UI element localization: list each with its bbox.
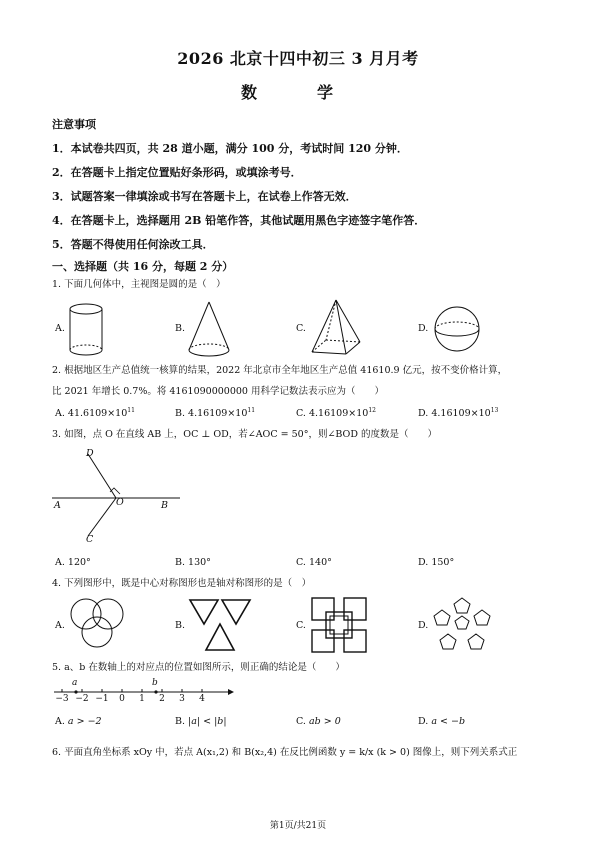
q1-option-a: A. xyxy=(55,323,65,334)
note-item: 4．在答题卡上，选择题用 2B 铅笔作答，其他试题用黑色字迹签字笔作答． xyxy=(52,214,426,227)
tick-label: −2 xyxy=(75,694,89,704)
q1-stem: 1. 下面几何体中，主视图是圆的是（ ） xyxy=(52,279,226,290)
q3-label-b: B xyxy=(161,500,168,511)
option-value: 140° xyxy=(308,557,332,568)
option-value: 130° xyxy=(188,557,211,568)
q3-label-d: D xyxy=(86,448,94,459)
option-value: 120° xyxy=(67,557,91,568)
tick-label: −3 xyxy=(55,694,69,704)
q2-option-b xyxy=(175,407,255,419)
option-exp: 11 xyxy=(127,407,135,414)
q3-stem: 3. 如图，点 O 在直线 AB 上，OC ⊥ OD，若∠AOC = 50°，则∠BOD 的度数是（ ） xyxy=(52,429,437,440)
tick-label: 2 xyxy=(159,694,165,704)
q5-stem: 5. a、b 在数轴上的对应点的位置如图所示，则正确的结论是（ ） xyxy=(52,662,345,673)
q3-option-a xyxy=(55,557,91,568)
q3-option-b xyxy=(175,557,211,568)
q3-label-a: A xyxy=(54,500,61,511)
option-label: D. xyxy=(418,557,429,568)
option-label: A. xyxy=(55,716,65,727)
option-label: D. xyxy=(418,408,429,420)
option-label: D. xyxy=(418,716,429,727)
q6-stem: 6. 平面直角坐标系 xOy 中，若点 A(x₁,2) 和 B(x₂,4) 在反比例函数 y = k/x (k > 0) 图像上，则下列关系式正 xyxy=(52,747,518,758)
exam-title: 2026 北京十四中初三 3 月月考 xyxy=(177,49,419,68)
q2-option-c xyxy=(296,407,376,419)
option-label: A. xyxy=(55,557,65,568)
option-text: a < −b xyxy=(431,716,466,727)
note-item: 5．答题不得使用任何涂改工具． xyxy=(52,238,214,251)
option-label: C. xyxy=(296,408,306,420)
point-label-a: a xyxy=(72,678,78,688)
q3-label-c: C xyxy=(86,534,94,545)
option-base: 4.16109×10 xyxy=(188,408,248,420)
option-exp: 12 xyxy=(368,407,376,414)
subject-title: 数 学 xyxy=(240,83,355,102)
tick-label: 3 xyxy=(179,694,185,704)
q3-angle-figure xyxy=(50,446,190,546)
cylinder-icon xyxy=(66,302,106,358)
option-text: a > −2 xyxy=(67,716,102,727)
tick-label: 0 xyxy=(119,694,125,704)
option-base: 4.16109×10 xyxy=(308,408,369,420)
q1-option-b: B. xyxy=(175,323,186,334)
option-label: B. xyxy=(175,557,186,568)
q3-option-c xyxy=(296,557,332,568)
squares-pattern-icon xyxy=(310,596,368,654)
option-base: 4.16109×10 xyxy=(431,408,491,420)
cone-icon xyxy=(186,300,232,360)
sphere-icon xyxy=(432,304,482,354)
option-exp: 11 xyxy=(247,407,256,414)
option-text: ab > 0 xyxy=(308,716,341,727)
q2-option-d xyxy=(418,407,498,419)
q5-option-b xyxy=(175,716,227,727)
q5-option-a xyxy=(55,716,102,727)
point-label-b: b xyxy=(152,678,158,688)
option-text: |a| < |b| xyxy=(188,716,227,727)
q4-option-a: A. xyxy=(55,620,65,631)
tick-label: 4 xyxy=(199,694,205,704)
option-label: A. xyxy=(55,408,65,420)
option-label: B. xyxy=(175,716,186,727)
three-circles-icon xyxy=(66,596,128,652)
option-base: 41.6109×10 xyxy=(67,408,128,420)
pyramid-icon xyxy=(308,298,364,358)
q4-option-b: B. xyxy=(175,620,186,631)
q2-stem-line1: 2. 根据地区生产总值统一核算的结果，2022 年北京市全年地区生产总值 41610.9 亿元，按不变价格计算， xyxy=(52,365,508,376)
q4-option-d: D. xyxy=(418,620,429,631)
page-footer: 第1页/共21页 xyxy=(269,821,327,831)
notes-heading: 注意事项 xyxy=(52,118,96,131)
note-item: 3．试题答案一律填涂或书写在答题卡上，在试卷上作答无效． xyxy=(52,190,357,203)
pentagons-icon xyxy=(432,596,492,654)
q2-stem-line2: 比 2021 年增长 0.7%。将 4161090000000 用科学记数法表示应为（ ） xyxy=(52,386,384,397)
option-label: C. xyxy=(296,557,306,568)
triangles-icon xyxy=(188,596,252,654)
tick-label: 1 xyxy=(139,694,145,704)
note-item: 2．在答题卡上指定位置贴好条形码，或填涂考号． xyxy=(52,166,302,179)
option-label: C. xyxy=(296,716,306,727)
q3-option-d xyxy=(418,557,454,568)
option-label: B. xyxy=(175,408,186,420)
number-line-labels xyxy=(52,680,242,710)
q5-option-d xyxy=(418,716,465,727)
section-heading: 一、选择题（共 16 分，每题 2 分） xyxy=(52,260,234,273)
tick-label: −1 xyxy=(95,694,109,704)
q4-option-c: C. xyxy=(296,620,306,631)
q2-option-a xyxy=(55,407,135,419)
q1-option-c: C. xyxy=(296,323,306,334)
q5-option-c xyxy=(296,716,341,727)
option-exp: 13 xyxy=(490,407,499,414)
option-value: 150° xyxy=(431,557,455,568)
note-item: 1．本试卷共四页，共 28 道小题，满分 100 分，考试时间 120 分钟． xyxy=(52,142,408,155)
q4-stem: 4. 下列图形中，既是中心对称图形也是轴对称图形的是（ ） xyxy=(52,578,312,589)
q1-option-d: D. xyxy=(418,323,429,334)
q3-label-o: O xyxy=(116,497,124,508)
